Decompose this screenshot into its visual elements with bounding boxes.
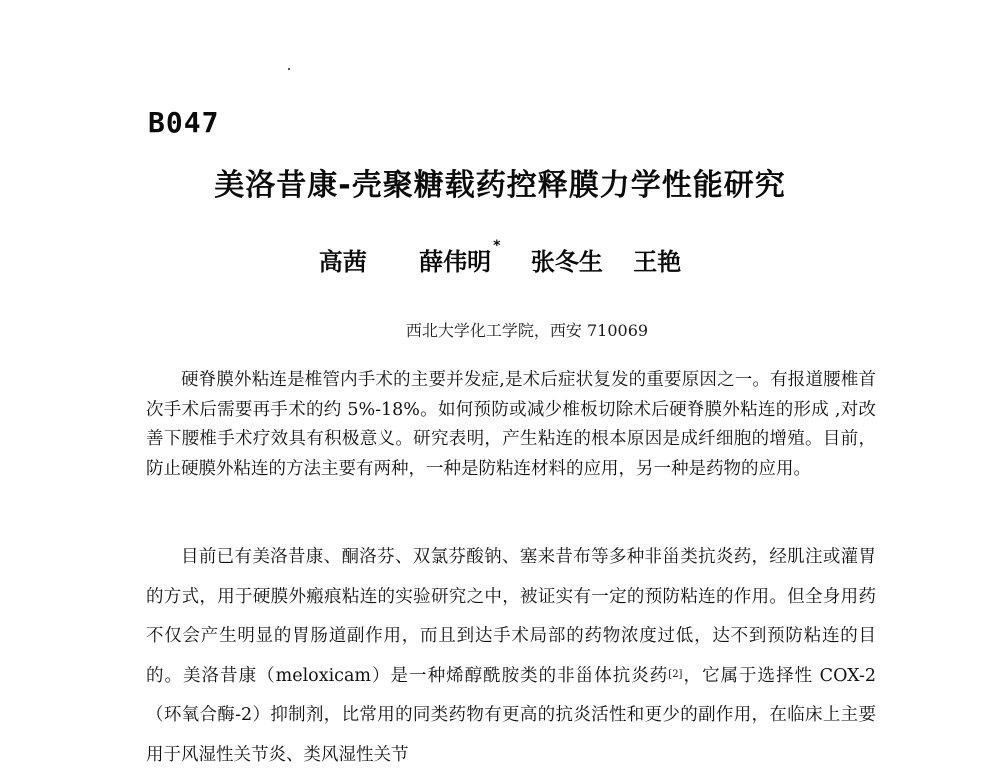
paper-title: 美洛昔康-壳聚糖载药控释膜力学性能研究 bbox=[214, 168, 786, 203]
affiliation: 西北大学化工学院，西安 710069 bbox=[405, 321, 649, 340]
author-name: 高茜 bbox=[318, 248, 367, 276]
body-paragraph-1 bbox=[146, 366, 876, 484]
corresponding-author-mark: * bbox=[493, 238, 501, 254]
author-name: 王艳 bbox=[633, 248, 682, 276]
scan-speck bbox=[288, 68, 290, 70]
body-paragraph-2 bbox=[146, 538, 876, 776]
paragraph-text: 目前已有美洛昔康、酮洛芬、双氯芬酸钠、塞来昔布等多种非甾类抗炎药，经肌注或灌胃的方式，用于硬膜外瘢痕粘连的实验研究之中，被证实有一定的预防粘连的作用。但全身用药不仅会产生明显的胃肠道副作用，而且到达手术局部的药物浓度过低，达不到预防粘连的目的。美洛昔康（meloxicam）是一种烯醇酰胺类的非甾体抗炎药[2]，它属于选择性 COX-2（环氧合酶-2）抑制剂，比常用的同类药物有更高的抗炎活性和更少的副作用，在临床上主要用于风湿性关节炎、类风湿性关节 bbox=[146, 547, 876, 765]
paper-code: B047 bbox=[148, 106, 220, 139]
author-name: 张冬生 bbox=[530, 248, 603, 276]
author-list bbox=[0, 238, 1000, 277]
author-name: 薛伟明* bbox=[419, 238, 501, 276]
citation-ref: [2] bbox=[668, 668, 683, 680]
paragraph-text: 硬脊膜外粘连是椎管内手术的主要并发症,是术后症状复发的重要原因之一。有报道腰椎首次手术后需要再手术的约 5%-18%。如何预防或减少椎板切除术后硬脊膜外粘连的形成 ,对改善下腰椎手术疗效具有积极意义。研究表明，产生粘连的根本原因是成纤细胞的增殖。目前，防止硬膜外粘连的方法主要有两种，一种是防粘连材料的应用，另一种是药物的应用。 bbox=[146, 370, 876, 479]
